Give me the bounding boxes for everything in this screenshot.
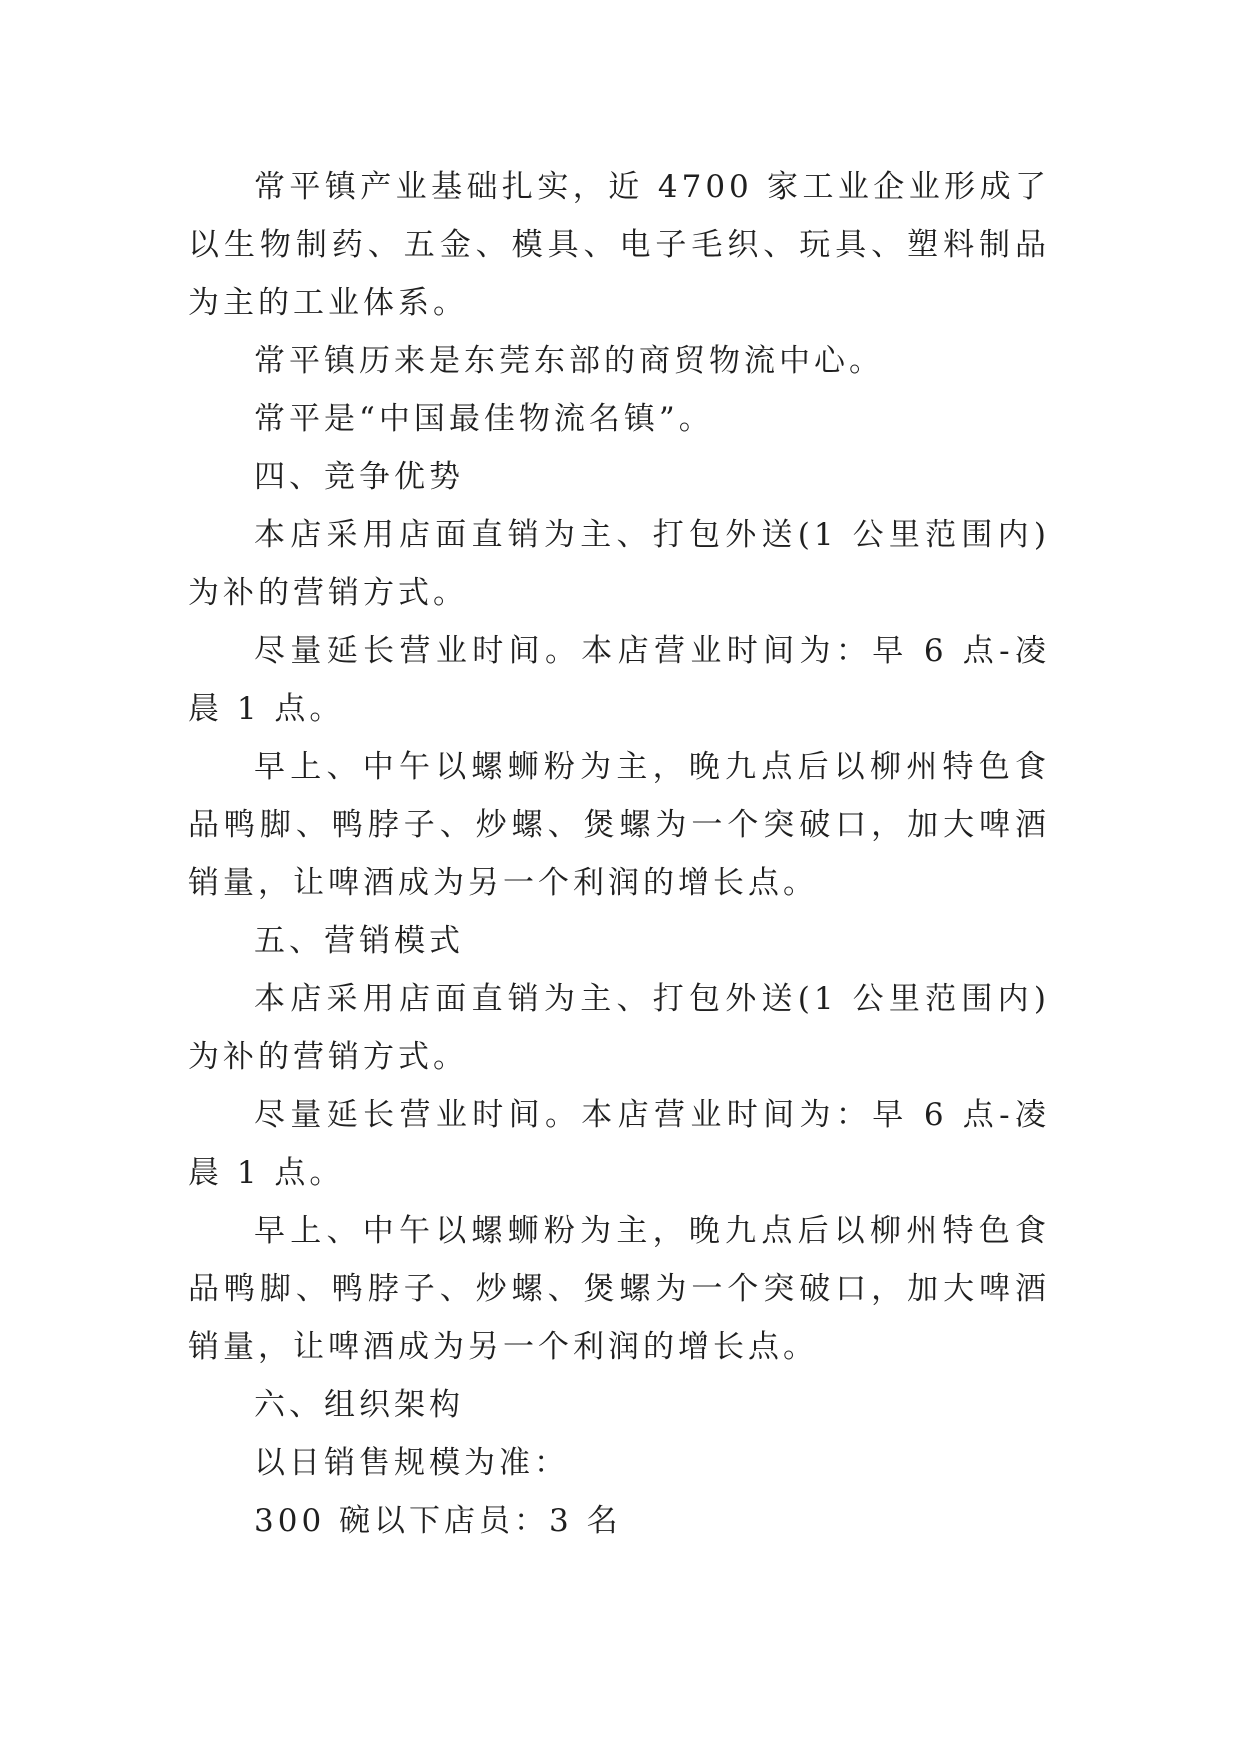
paragraph-staffing-level: 300 碗以下店员：3 名: [254, 1503, 622, 1539]
section-heading-organization: 六、组织架构: [254, 1387, 464, 1423]
paragraph-menu-strategy-repeat: 早上、中午以螺蛳粉为主，晚九点后以柳州特色食品鸭脚、鸭脖子、炒螺、煲螺为一个突破口，加大啤酒销量，让啤酒成为另一个利润的增长点。: [188, 1213, 1050, 1365]
paragraph-staffing-basis: 以日销售规模为准：: [254, 1445, 569, 1481]
paragraph-logistics-town: 常平是“中国最佳物流名镇”。: [254, 401, 714, 437]
paragraph-sales-method: 本店采用店面直销为主、打包外送(1 公里范围内)为补的营销方式。: [188, 517, 1050, 611]
document-body: [188, 158, 1050, 1550]
paragraph-menu-strategy: 早上、中午以螺蛳粉为主，晚九点后以柳州特色食品鸭脚、鸭脖子、炒螺、煲螺为一个突破口，加大啤酒销量，让啤酒成为另一个利润的增长点。: [188, 749, 1050, 901]
paragraph-business-hours: 尽量延长营业时间。本店营业时间为：早 6 点-凌晨 1 点。: [188, 633, 1050, 727]
paragraph-industry-base: 常平镇产业基础扎实，近 4700 家工业企业形成了以生物制药、五金、模具、电子毛织、玩具、塑料制品为主的工业体系。: [188, 169, 1050, 321]
section-heading-marketing-model: 五、营销模式: [254, 923, 464, 959]
paragraph-business-hours-repeat: 尽量延长营业时间。本店营业时间为：早 6 点-凌晨 1 点。: [188, 1097, 1050, 1191]
paragraph-sales-method-repeat: 本店采用店面直销为主、打包外送(1 公里范围内)为补的营销方式。: [188, 981, 1050, 1075]
section-heading-competitive-advantage: 四、竞争优势: [254, 459, 464, 495]
paragraph-logistics-center: 常平镇历来是东莞东部的商贸物流中心。: [254, 343, 884, 379]
